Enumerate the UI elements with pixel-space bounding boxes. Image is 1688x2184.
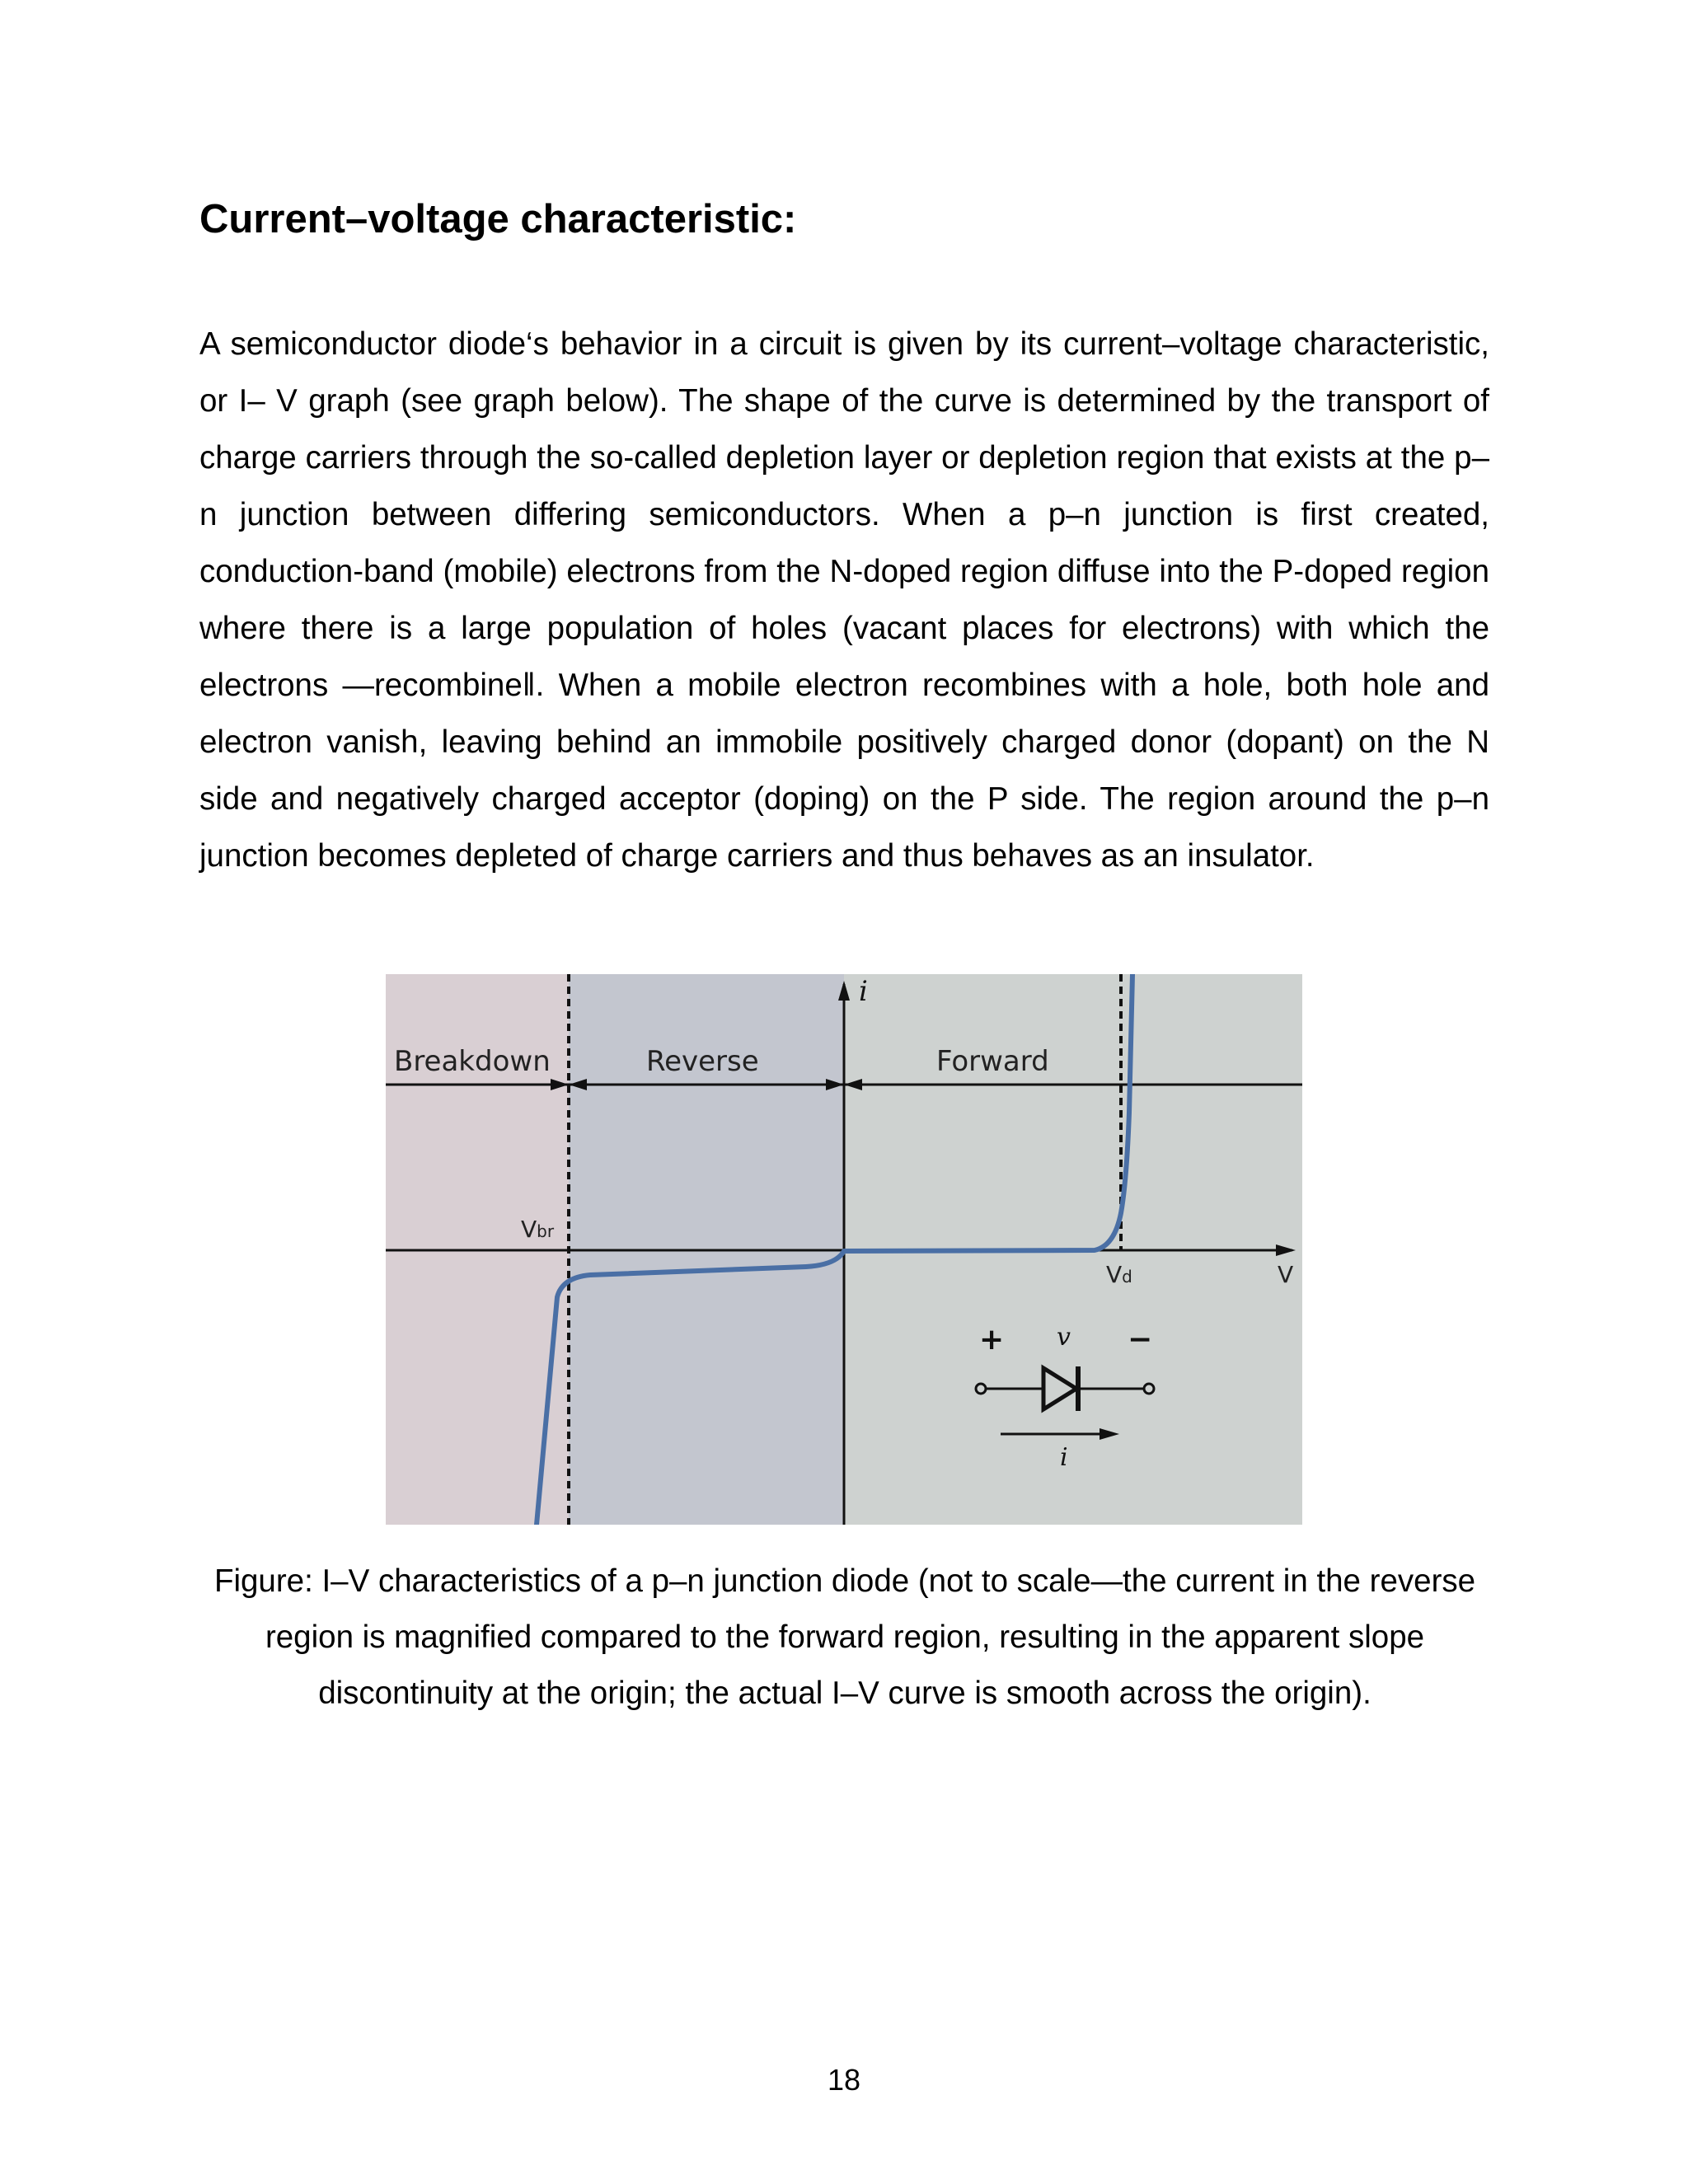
y-axis-label: i xyxy=(859,975,868,1008)
diode-voltage-label: v xyxy=(1057,1323,1071,1352)
diode-current-label: i xyxy=(1060,1443,1068,1472)
diode-minus-label: − xyxy=(1128,1323,1153,1357)
iv-characteristic-figure xyxy=(386,974,1302,1525)
breakdown-label: Breakdown xyxy=(394,1045,551,1078)
figure-caption: Figure: I–V characteristics of a p–n junction diode (not to scale—the current in the reverse region is magnified compared to the forward region, resulting in the apparent slope discontinuity at the origin; the actual I–V curve is smooth across the origin). xyxy=(213,1563,1476,1711)
forward-label: Forward xyxy=(936,1045,1049,1078)
diode-plus-label: + xyxy=(979,1323,1005,1357)
vd-label: Vd xyxy=(1106,1261,1132,1288)
body-paragraph: A semiconductor diode‘s behavior in a circuit is given by its current–voltage characteristic, or I– V graph (see graph below). The shape of the curve is determined by the transport of charge carriers through the so-called depletion layer or depletion region that exists at the p–n junction between differing semiconductors. When a p–n junction is first created, conduction-band (mobile) electrons from the N-doped region diffuse into the P-doped region where there is a large population of holes (vacant places for electrons) with which the electrons ―recombine‖. When a mobile electron recombines with a hole, both hole and electron vanish, leaving behind an immobile positively charged donor (dopant) on the N side and negatively charged acceptor (doping) on the P side. The region around the p–n junction becomes depleted of charge carriers and thus behaves as an insulator. xyxy=(199,326,1489,874)
reverse-label: Reverse xyxy=(646,1045,759,1078)
iv-graph xyxy=(386,974,1302,1525)
x-axis-label: V xyxy=(1278,1261,1294,1288)
vbr-label: Vbr xyxy=(521,1216,555,1243)
page-title: Current–voltage characteristic: xyxy=(199,197,797,241)
page-number: 18 xyxy=(827,2063,861,2097)
